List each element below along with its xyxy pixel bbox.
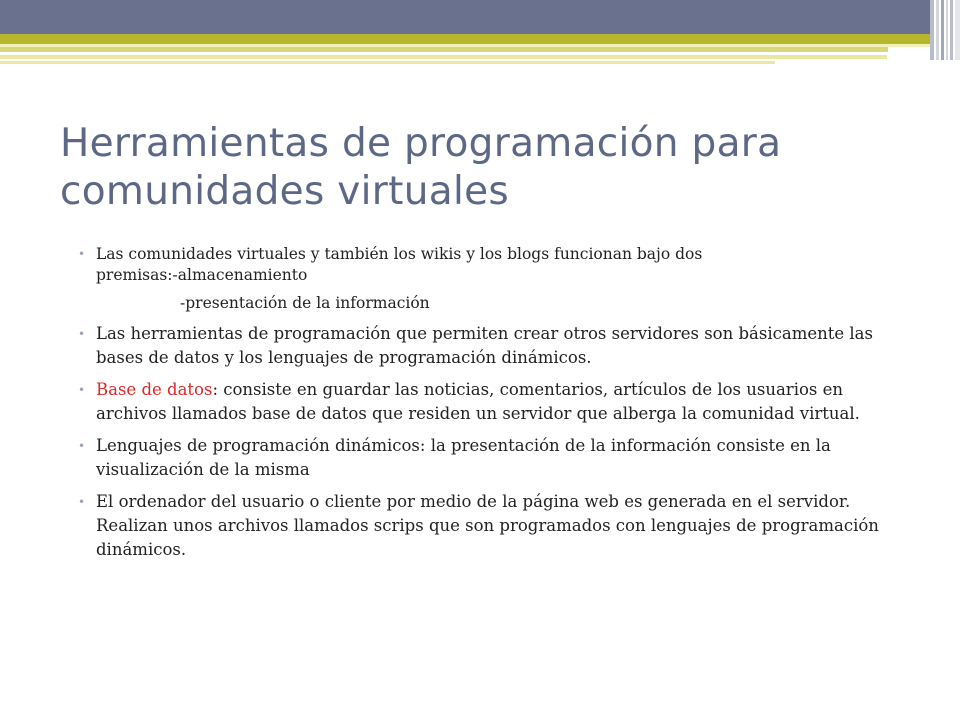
slide-body — [78, 244, 908, 570]
slide-title-line2: comunidades virtuales — [60, 169, 509, 214]
bullet-text-line2: premisas:-almacenamiento — [96, 266, 308, 284]
bullet-text: El ordenador del usuario o cliente por medio de la página web es generada en el servidor. Realizan unos archivos llamados scrips que son programados con lenguajes de programación dinámicos. — [96, 492, 879, 559]
bullet-item-herramientas — [78, 322, 908, 370]
bullet-text: : consiste en guardar las noticias, comentarios, artículos de los usuarios en archivos llamados base de datos que residen un servidor que alberga la comunidad virtual. — [96, 380, 860, 423]
bullet-text: Las herramientas de programación que permiten crear otros servidores son básicamente las bases de datos y los lenguajes de programación dinámicos. — [96, 324, 873, 367]
header-vertical-stripes — [930, 0, 960, 60]
header-accent-stripe-mid — [0, 47, 888, 52]
bullet-item-base-de-datos — [78, 378, 908, 426]
slide-title — [60, 120, 900, 216]
bullet-text-line1: Las comunidades virtuales y también los wikis y los blogs funcionan bajo dos — [96, 245, 703, 263]
bullet-icon: • — [78, 495, 86, 509]
bullet-icon: • — [78, 327, 86, 341]
header-bar — [0, 0, 930, 34]
bullet-text: Lenguajes de programación dinámicos: la presentación de la información consiste en la visualización de la misma — [96, 436, 831, 479]
bullet-icon: • — [78, 439, 86, 453]
bullet-item-premisas — [78, 244, 908, 286]
bullet-icon: • — [78, 383, 86, 397]
slide-title-line1: Herramientas de programación para — [60, 121, 782, 166]
bullet-subline-presentacion: -presentación de la información — [180, 294, 430, 312]
header-accent-stripe — [0, 34, 930, 44]
highlight-term: Base de datos — [96, 380, 213, 399]
bullet-item-lenguajes — [78, 434, 908, 482]
header-accent-stripe-short — [0, 61, 775, 64]
bullet-item-ordenador — [78, 490, 908, 562]
header-accent-stripe-thin — [0, 55, 887, 59]
bullet-icon: • — [78, 247, 86, 261]
